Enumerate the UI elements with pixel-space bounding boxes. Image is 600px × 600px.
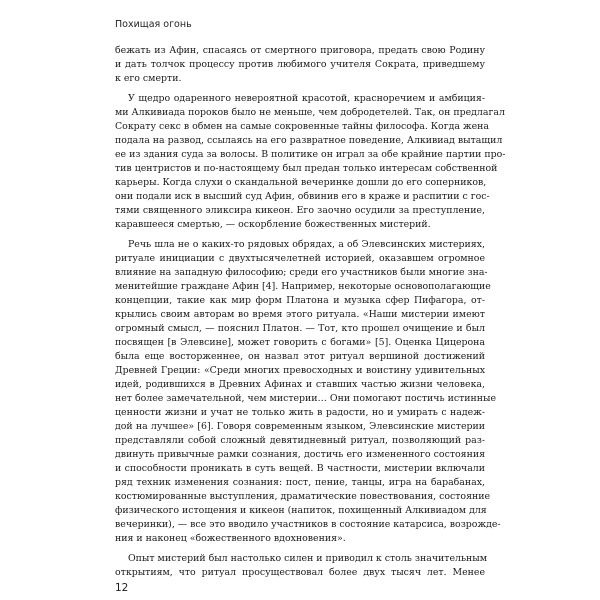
book-page	[103, 0, 506, 600]
text-line: Речь шла не о каких-то рядовых обрядах, а об Элевсинских мистериях,	[128, 239, 485, 250]
text-line: подала на развод, ссылаясь на его развратное поведение, Алкивиад вытащил	[115, 135, 503, 146]
text-line: двинуть привычные рамки сознания, достичь его измененного состояния	[115, 449, 485, 460]
text-line: каравшееся смертью, — оскорбление божественных мистерий.	[115, 219, 431, 230]
text-line: ния и наконец «божественного вдохновения».	[115, 533, 346, 544]
text-line: представляли собой сложный девятидневный ритуал, позволяющий раз-	[115, 435, 485, 446]
text-line: менитейшие граждане Афин [4]. Например, некоторые основополагающие	[115, 281, 491, 292]
text-line: открытиям, что ритуал просуществовал более двух тысяч лет. Менее	[115, 567, 485, 578]
text-line: тив центристов и по-настоящему был предан только интересам собственной	[115, 163, 498, 174]
text-line: влияние на западную философию; среди его участников были многие зна-	[115, 267, 488, 278]
text-line: бежать из Афин, спасаясь от смертного приговора, предать свою Родину	[115, 45, 485, 56]
text-line: карьеры. Когда слухи о скандальной вечеринке дошли до его соперников,	[115, 177, 487, 188]
text-line: вечеринки), — все это вводило участников в состояние катарсиса, возрожде-	[115, 519, 501, 530]
text-line: ряд техник изменения сознания: пост, пение, танцы, игра на барабанах,	[115, 477, 485, 488]
text-line: ми Алкивиада пороков было не меньше, чем добродетелей. Так, он предлагал	[115, 107, 505, 118]
text-line: ритуале инициации с двухтысячелетней историей, оказавшем огромное	[115, 253, 485, 264]
text-line: Сократу секс в обмен на самые сокровенные тайны философа. Когда жена	[115, 121, 489, 132]
text-line: дой на лучшее» [6]. Говоря современным языком, Элевсинские мистерии	[115, 421, 485, 432]
text-line: У щедро одаренного невероятной красотой, красноречием и амбиция-	[128, 93, 485, 104]
text-line: была еще восторженнее, он назвал этот ритуал вершиной достижений	[115, 351, 485, 362]
text-line: ее из здания суда за волосы. В политике он играл за обе крайние партии про-	[115, 149, 506, 160]
text-line: идей, родившихся в Древних Афинах и ставших частью жизни человека,	[115, 379, 485, 390]
text-line: нет более замечательной, чем мистерии… Они помогают постичь истинные	[115, 393, 497, 404]
text-line: тями священного эликсира кикеон. Его заочно осудили за преступление,	[115, 205, 485, 216]
text-line: огромный смысл, — пояснил Платон. — Тот, кто прошел очищение и был	[115, 323, 485, 334]
text-line: физического истощения и кикеон (напиток, похищенный Алкивиадом для	[115, 505, 487, 516]
text-line: и дать толчок процессу против любимого учителя Сократа, приведшему	[115, 59, 485, 70]
text-line: концепции, такие как мир форм Платона и музыка сфер Пифагора, от-	[115, 295, 485, 306]
text-line: ценности жизни и учат не только жить в радости, но и умирать с надеж-	[115, 407, 485, 418]
text-line: они подали иск в высший суд Афин, обвинив его в краже и распитии с гос-	[115, 191, 490, 202]
text-line: к его смерти.	[115, 73, 182, 84]
page-number: 12	[115, 582, 129, 594]
text-line: костюмированные выступления, драматические повествования, состояние	[115, 491, 491, 502]
text-line: крылись своим авторам во время этого ритуала. «Наши мистерии имеют	[115, 309, 485, 320]
running-head: Похищая огонь	[115, 19, 192, 30]
text-line: Древней Греции: «Среди многих превосходных и воистину удивительных	[115, 365, 485, 376]
text-line: Опыт мистерий был настолько силен и приводил к столь значительным	[128, 553, 488, 564]
text-line: и способности проникать в суть вещей. В частности, мистерии включали	[115, 463, 485, 474]
text-line: посвящен [в Элевсине], может говорить с богами» [5]. Оценка Цицерона	[115, 337, 485, 348]
